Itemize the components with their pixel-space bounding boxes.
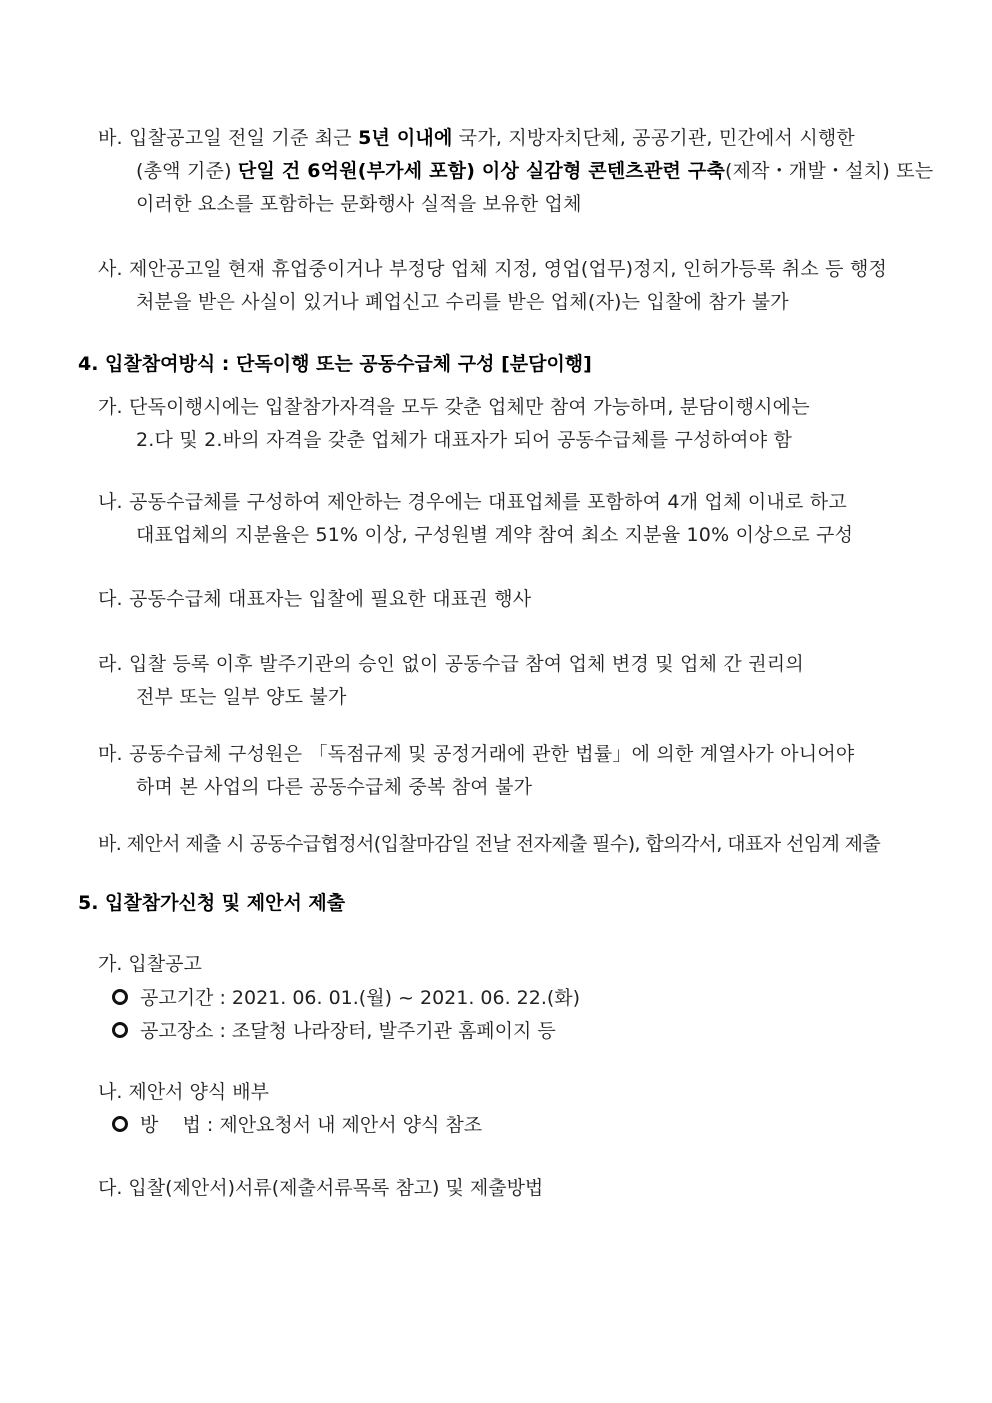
text-line: 사. 제안공고일 현재 휴업중이거나 부정당 업체 지정, 영업(업무)정지, 인허가등록 취소 등 행정: [98, 258, 888, 280]
text-line: 나. 공동수급체를 구성하여 제안하는 경우에는 대표업체를 포함하여 4개 업체 이내로 하고: [98, 491, 847, 513]
bullet-text: 공고장소 : 조달청 나라장터, 발주기관 홈페이지 등: [140, 1020, 556, 1042]
text-line: 하며 본 사업의 다른 공동수급체 중복 참여 불가: [136, 776, 533, 798]
text-line: 바. 제안서 제출 시 공동수급협정서(입찰마감일 전날 전자제출 필수), 합의각서, 대표자 선임계 제출: [98, 833, 881, 855]
text-line: 마. 공동수급체 구성원은 「독점규제 및 공정거래에 관한 법률」에 의한 계열사가 아니어야: [98, 743, 855, 765]
text-line: 전부 또는 일부 양도 불가: [136, 686, 347, 708]
item-sa-disqualification: [98, 253, 913, 319]
text-line: [98, 122, 913, 155]
bullet-text: 공고기간 : 2021. 06. 01.(월) ~ 2021. 06. 22.(화): [140, 987, 581, 1009]
text-run: 국가, 지방자치단체, 공공기관, 민간에서 시행한: [452, 127, 855, 149]
text-line: 2.다 및 2.바의 자격을 갖춘 업체가 대표자가 되어 공동수급체를 구성하여야 함: [136, 429, 793, 451]
item-na-form-distribution: 나. 제안서 양식 배부: [98, 1081, 269, 1103]
text-line: 다. 공동수급체 대표자는 입찰에 필요한 대표권 행사: [98, 588, 532, 610]
bullet-item: [112, 1015, 556, 1048]
text-line: [98, 155, 934, 188]
emphasis-text: 단일 건 6억원(부가세 포함) 이상 실감형 콘텐츠관련 구축: [237, 160, 726, 182]
item-na-consortium: [98, 486, 913, 552]
bullet-item: [112, 1109, 482, 1142]
item-ba-submission: [98, 828, 913, 861]
emphasis-text: 5년 이내에: [358, 127, 453, 149]
item-da-submission-method: 다. 입찰(제안서)서류(제출서류목록 참고) 및 제출방법: [98, 1177, 544, 1199]
section-4-heading: 4. 입찰참여방식 : 단독이행 또는 공동수급체 구성 [분담이행]: [78, 353, 592, 375]
circle-bullet-icon: [112, 1116, 128, 1132]
circle-bullet-icon: [112, 1022, 128, 1038]
bullet-text: 방 법 : 제안요청서 내 제안서 양식 참조: [140, 1114, 483, 1136]
item-ma-affiliate: [98, 738, 913, 804]
text-line: 처분을 받은 사실이 있거나 폐업신고 수리를 받은 업체(자)는 입찰에 참가 불가: [136, 291, 789, 313]
section-5-heading: 5. 입찰참가신청 및 제안서 제출: [78, 892, 346, 914]
text-line: 가. 단독이행시에는 입찰참가자격을 모두 갖춘 업체만 참여 가능하며, 분담이행시에는: [98, 396, 810, 418]
text-run: (총액 기준): [136, 160, 238, 182]
item-da-representative: [98, 583, 913, 616]
circle-bullet-icon: [112, 989, 128, 1005]
text-line: 대표업체의 지분율은 51% 이상, 구성원별 계약 참여 최소 지분율 10% 이상으로 구성: [136, 524, 854, 546]
item-ra-transfer: [98, 648, 913, 714]
text-run: 바. 입찰공고일 전일 기준 최근: [98, 127, 359, 149]
text-run: (제작・개발・설치) 또는: [725, 160, 934, 182]
item-ga-single: [98, 391, 913, 457]
bullet-item: [112, 982, 580, 1015]
text-line: 라. 입찰 등록 이후 발주기관의 승인 없이 공동수급 참여 업체 변경 및 업체 간 권리의: [98, 653, 804, 675]
item-ba-eligibility: [98, 122, 934, 221]
text-line: 이러한 요소를 포함하는 문화행사 실적을 보유한 업체: [136, 193, 582, 215]
item-ga-announcement: 가. 입찰공고: [98, 953, 202, 975]
